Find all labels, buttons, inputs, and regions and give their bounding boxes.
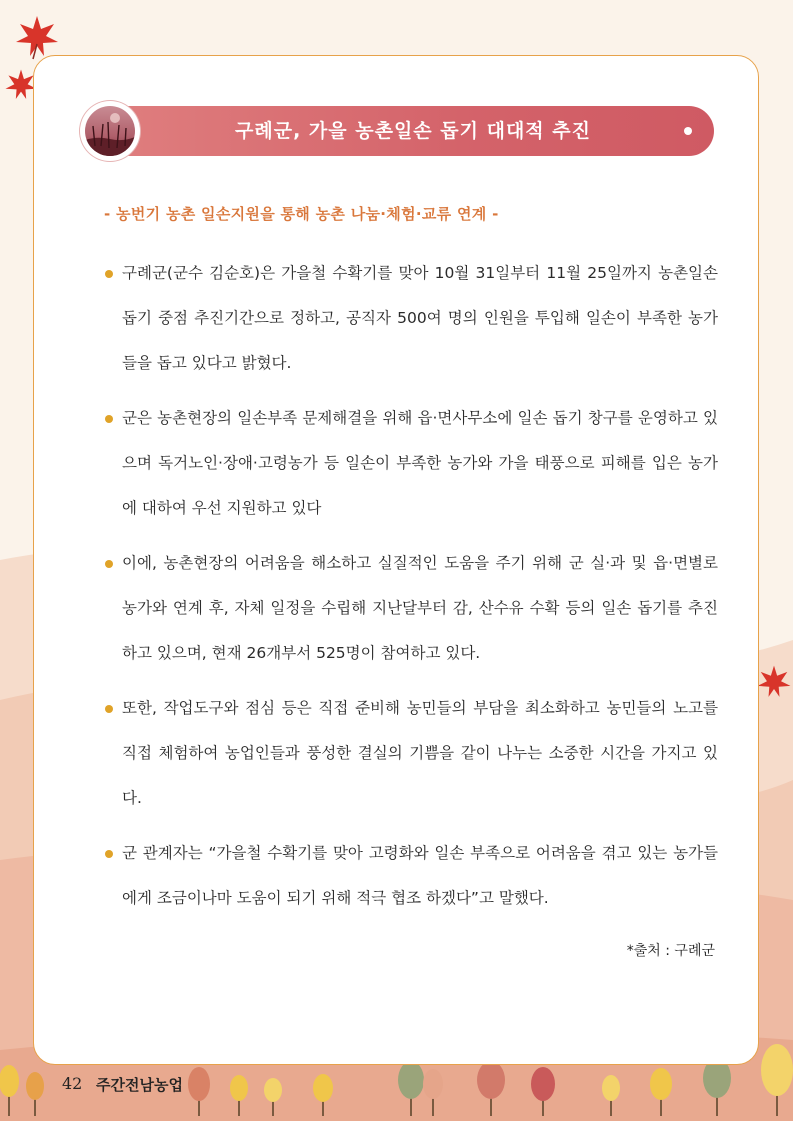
publication-name: 주간전남농업	[96, 1076, 183, 1094]
paragraph-text: 군은 농촌현장의 일손부족 문제해결을 위해 읍·면사무소에 일손 돕기 창구를 운영하고 있으며 독거노인·장애·고령농가 등 일손이 부족한 농가와 가을 태풍으로 피해를 입은 농가에 대하여 우선 지원하고 있다	[122, 409, 718, 517]
paragraph-text: 이에, 농촌현장의 어려움을 해소하고 실질적인 도움을 주기 위해 군 실·과 및 읍·면별로 농가와 연계 후, 자체 일정을 수립해 지난달부터 감, 산수유 수확 등의 일손 돕기를 추진하고 있으며, 현재 26개부서 525명이 참여하고 있다.	[122, 554, 718, 662]
source-note: *출처 : 구례군	[626, 943, 715, 959]
maple-leaf-icon	[14, 14, 60, 60]
bullet-icon	[105, 415, 113, 423]
paragraph-4	[122, 686, 718, 821]
bullet-icon	[105, 270, 113, 278]
page-number: 42	[62, 1074, 83, 1093]
paragraph-5	[122, 831, 718, 921]
bullet-icon	[105, 560, 113, 568]
dot-icon	[684, 127, 692, 135]
photo-badge	[80, 101, 140, 161]
paragraph-1	[122, 251, 718, 386]
paragraph-text: 또한, 작업도구와 점심 등은 직접 준비해 농민들의 부담을 최소화하고 농민들의 노고를 직접 체험하여 농업인들과 풍성한 결실의 기쁨을 같이 나누는 소중한 시간을 가지고 있다.	[122, 699, 718, 807]
harvest-photo-icon	[85, 106, 135, 156]
paragraph-text: 군 관계자는 “가을철 수확기를 맞아 고령화와 일손 부족으로 어려움을 겪고 있는 농가들에게 조금이나마 도움이 되기 위해 적극 협조 하겠다”고 말했다.	[122, 844, 718, 907]
title-banner	[82, 106, 714, 156]
maple-leaf-icon	[756, 664, 792, 700]
paragraph-3	[122, 541, 718, 676]
paragraph-text: 구례군(군수 김순호)은 가을철 수확기를 맞아 10월 31일부터 11월 25일까지 농촌일손 돕기 중점 추진기간으로 정하고, 공직자 500여 명의 인원을 투입해 일손이 부족한 농가들을 돕고 있다고 밝혔다.	[122, 264, 718, 372]
bullet-icon	[105, 705, 113, 713]
page-title: 구례군, 가을 농촌일손 돕기 대대적 추진	[235, 120, 591, 142]
paragraph-2	[122, 396, 718, 531]
subtitle: - 농번기 농촌 일손지원을 통해 농촌 나눔·체험·교류 연계 -	[104, 205, 499, 223]
bullet-icon	[105, 850, 113, 858]
